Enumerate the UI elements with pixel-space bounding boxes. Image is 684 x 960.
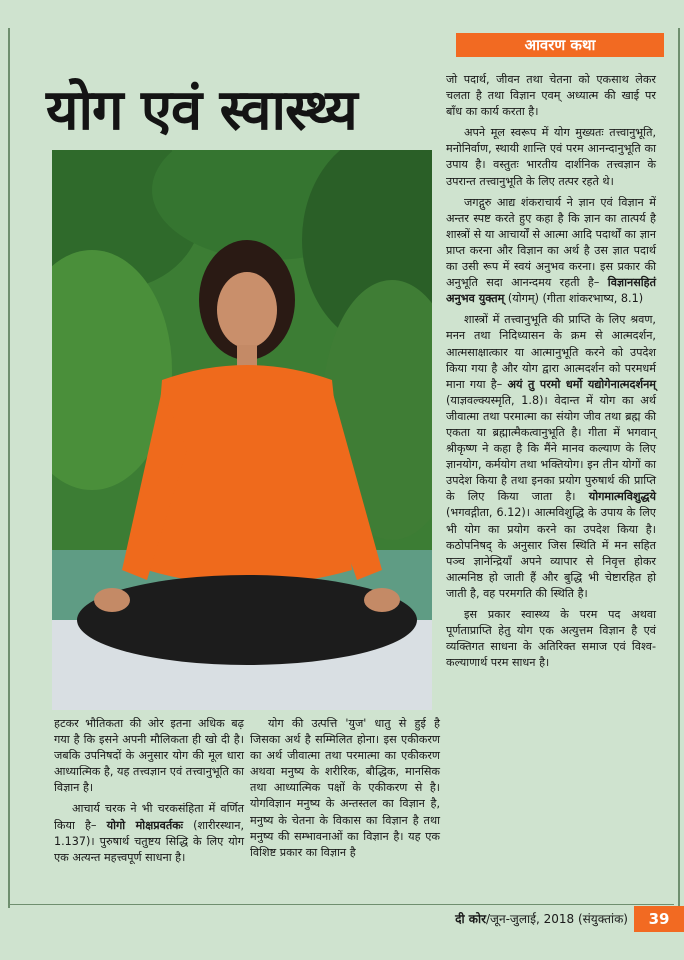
column-left [54,716,244,871]
bold-quote: विज्ञानसहितं अनुभव युक्तम् [446,276,656,306]
paragraph: आचार्य चरक ने भी चरकसंहिता में वर्णित किया है– योगो मोक्षप्रवर्तकः (शारीरस्थान, 1.137)। पुरुषार्थ चतुष्टय सिद्धि के लिए योग एक अत्यन्त महत्त्वपूर्ण साधना है। [54,802,244,864]
meditation-photo [52,150,432,710]
footer-rule [10,904,674,905]
section-label: आवरण कथा [456,33,664,57]
photo-illustration [52,150,432,710]
paragraph: इस प्रकार स्वास्थ्य के परम पद अथवा पूर्णताप्राप्ति हेतु योग एक अत्युत्तम विज्ञान है एवं व्यक्तिगत साधना के अतिरिक्त समाज एवं विश्व-कल्याणार्थ परम साधन है। [446,608,656,670]
footer-citation: दी कोर/जून-जुलाई, 2018 (संयुक्तांक) [455,912,628,926]
paragraph: जगद्गुरु आद्य शंकराचार्य ने ज्ञान एवं विज्ञान में अन्तर स्पष्ट करते हुए कहा है कि ज्ञान का तात्पर्य है शास्त्रों से या आचार्यों से आत्मा आदि पदार्थों का ज्ञान प्राप्त करना और विज्ञान का अर्थ है उस ज्ञात पदार्थ का उसी रूप में स्वयं अनुभव करना। इस प्रकार की अनुभूति सदा आनन्दमय रहती है– विज्ञानसहितं अनुभव युक्तम् (योगम्) (गीता शांकरभाष्य, 8.1) [446,195,656,306]
bold-quote: योगो मोक्षप्रवर्तकः [106,818,184,832]
page-number: 39 [634,906,684,932]
paragraph: जो पदार्थ, जीवन तथा चेतना को एकसाथ लेकर चलता है तथा विज्ञान एवम् अध्यात्म की खाई पर बाँध का कार्य करता है। [446,73,656,119]
bold-quote: योगमात्मविशुद्धये [588,490,656,504]
paragraph: अपने मूल स्वरूप में योग मुख्यतः तत्त्वानुभूति, मनोनिर्वाण, स्थायी शान्ति एवं परम आनन्दानुभूति का उपाय है। वस्तुतः भारतीय दार्शनिक तत्त्वज्ञान के उपरान्त तत्त्वानुभूति के लिए तत्पर रहते थे। [446,126,656,188]
column-middle [250,716,440,866]
bold-quote: अयं तु परमो धर्मो यद्योगेनात्मदर्शनम् [507,377,656,391]
paragraph: शास्त्रों में तत्त्वानुभूति की प्राप्ति के लिए श्रवण, मनन तथा निदिध्यासन के क्रम से आत्मदर्शन, आत्मसाक्षात्कार या आत्मानुभूति करने को उपदेश किया गया है और योग द्वारा आत्मदर्शन को परमधर्म माना गया है– अयं तु परमो धर्मो यद्योगेनात्मदर्शनम् (याज्ञवल्क्यस्मृति, 1.8)। वेदान्त में योग का अर्थ जीवात्मा तथा परमात्मा का संयोग जीव तथा ब्रह्म की एकता या ब्रह्मात्मैकत्वानुभूति है। गीता में भगवान् श्रीकृष्ण ने कहा है कि मैंने मानव कल्याण के लिए ज्ञानयोग, कर्मयोग तथा भक्तियोग। इन तीन योगों का उपदेश किया है तथा इनका प्रयोग पुरुषार्थ की प्राप्ति के लिए किया जाता है। योगमात्मविशुद्धये (भगवद्गीता, 6.12)। आत्मविशुद्धि के उपाय के लिए भी योग का प्रयोग करने का उपदेश किया है। कठोपनिषद् के अनुसार जिस स्थिति में मन सहित पञ्च ज्ञानेन्द्रियाँ अपने व्यापार से निवृत्त होकर आत्मनिष्ठ हो जाती हैं और बुद्धि भी चेष्टारहित हो जाती है, वह परमगति की स्थिति है। [446,313,656,600]
article-title: योग एवं स्वास्थ्य [46,77,357,143]
paragraph: योग की उत्पत्ति 'युज' धातु से हुई है जिसका अर्थ है सम्मिलित होना। इस एकीकरण का अर्थ जीवात्मा तथा परमात्मा का एकीकरण अथवा मनुष्य के शरीरिक, बौद्धिक, मानसिक तथा आध्यात्मिक पक्षों के एकीकरण से है। योगविज्ञान मनुष्य के अन्तस्तल का विज्ञान है, मनुष्य के चेतना के विकास का विज्ञान है तथा मनुष्य की सम्भावनाओं का विज्ञान है। यह एक विशिष्ट प्रकार का विज्ञान है [250,717,440,859]
column-right [446,72,656,676]
paragraph: हटकर भौतिकता की ओर इतना अधिक बढ़ गया है कि इसने अपनी मौलिकता ही खो दी है। जबकि उपनिषदों के अनुसार योग की मूल धारा आध्यात्मिक है, यह तत्त्वज्ञान एवं तत्त्वानुभूति का विज्ञान है। [54,717,244,795]
